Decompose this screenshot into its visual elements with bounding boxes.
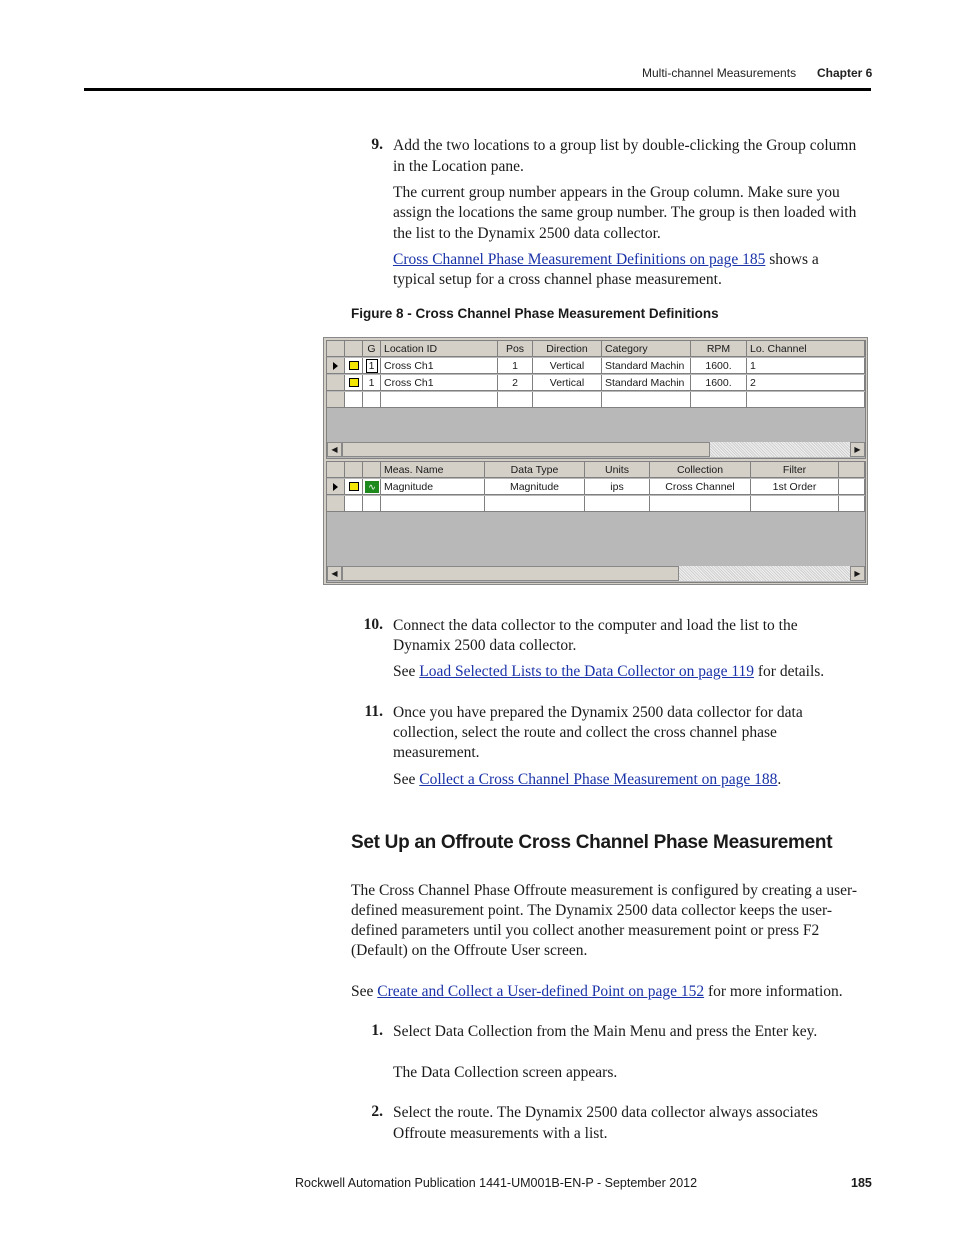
group-number[interactable]: 1: [366, 359, 378, 373]
measurement-row[interactable]: [327, 479, 865, 496]
step-9-line-2: in the Location pane.: [393, 158, 524, 175]
units[interactable]: ips: [585, 479, 650, 495]
location-row[interactable]: [327, 358, 865, 375]
meas-name[interactable]: Magnitude: [381, 479, 485, 495]
step-9-para3-line-1: [393, 250, 819, 271]
lo-channel[interactable]: 1: [747, 358, 865, 374]
load-lists-link[interactable]: Load Selected Lists to the Data Collector on page 119: [419, 663, 754, 680]
location-header-row: [327, 341, 865, 358]
header-rule: [84, 88, 871, 91]
col-header-direction[interactable]: Direction: [533, 341, 602, 357]
col-header-meas-name[interactable]: Meas. Name: [381, 462, 485, 478]
step-9-para3-after-link: shows a: [765, 251, 819, 268]
location-tag-icon: [349, 361, 359, 370]
step-2-line-2: Offroute measurements with a list.: [393, 1125, 608, 1142]
step-11-after-link: .: [777, 771, 782, 788]
section-para-line-3: defined parameters until you collect another measurement point or press F2: [351, 922, 820, 939]
col-header-lo-channel[interactable]: Lo. Channel: [747, 341, 865, 357]
scroll-left-icon[interactable]: ◀: [327, 566, 342, 581]
scroll-thumb[interactable]: [342, 566, 679, 581]
user-defined-point-link[interactable]: Create and Collect a User-defined Point on page 152: [377, 983, 705, 1000]
figure-caption: Figure 8 - Cross Channel Phase Measurement Definitions: [351, 306, 719, 321]
step-9-line-1: Add the two locations to a group list by double-clicking the Group column: [393, 137, 857, 154]
category[interactable]: Standard Machin: [602, 375, 691, 391]
collection[interactable]: Cross Channel: [650, 479, 751, 495]
step-2-number: 2.: [371, 1103, 383, 1120]
row-pointer-icon: [333, 362, 338, 370]
row-pointer-icon: [333, 483, 338, 491]
step-10-line-2: Dynamix 2500 data collector.: [393, 637, 577, 654]
step-10-after-link: for details.: [754, 663, 825, 680]
step-1-number: 1.: [371, 1022, 383, 1039]
footer-publication: Rockwell Automation Publication 1441-UM001B-EN-P - September 2012: [295, 1176, 698, 1190]
measurement-pane: [326, 461, 866, 583]
step-11-line-3: measurement.: [393, 744, 480, 761]
col-header-units[interactable]: Units: [585, 462, 650, 478]
location-row[interactable]: [327, 375, 865, 392]
step-2-line-1: Select the route. The Dynamix 2500 data collector always associates: [393, 1104, 818, 1121]
col-header-filter[interactable]: Filter: [751, 462, 839, 478]
step-1-line-1: Select Data Collection from the Main Menu and press the Enter key.: [393, 1023, 818, 1040]
rpm[interactable]: 1600.: [691, 375, 747, 391]
scroll-right-icon[interactable]: ▶: [850, 442, 865, 457]
scroll-left-icon[interactable]: ◀: [327, 442, 342, 457]
section-para-line-2: defined measurement point. The Dynamix 2500 data collector keeps the user-: [351, 902, 833, 919]
section-para-line-4: (Default) on the Offroute User screen.: [351, 942, 588, 959]
location-empty-row[interactable]: [327, 392, 865, 409]
col-header-pos[interactable]: Pos: [498, 341, 533, 357]
col-header-collection[interactable]: Collection: [650, 462, 751, 478]
pos[interactable]: 1: [498, 358, 533, 374]
col-header-rpm[interactable]: RPM: [691, 341, 747, 357]
scroll-thumb[interactable]: [342, 442, 710, 457]
step-11-number: 11.: [364, 703, 383, 720]
running-header-chapter: Chapter 6: [817, 66, 873, 80]
step-9-para2-line-3: the list to the Dynamix 2500 data collector.: [393, 225, 661, 242]
category[interactable]: Standard Machin: [602, 358, 691, 374]
figure-screenshot: [323, 337, 868, 585]
waveform-icon: ∿: [365, 481, 379, 493]
step-9-para3-line-2: typical setup for a cross channel phase measurement.: [393, 271, 722, 288]
step-11-line-2: collection, select the route and collect the cross channel phase: [393, 724, 777, 741]
col-header-category[interactable]: Category: [602, 341, 691, 357]
page-number: 185: [851, 1176, 872, 1190]
see-label: See: [393, 771, 420, 788]
scroll-right-icon[interactable]: ▶: [850, 566, 865, 581]
section-heading: Set Up an Offroute Cross Channel Phase Measurement: [351, 832, 833, 853]
measurement-header-row: [327, 462, 865, 479]
location-tag-icon: [349, 482, 359, 491]
col-header-location-id[interactable]: Location ID: [381, 341, 498, 357]
filter[interactable]: 1st Order: [751, 479, 839, 495]
rpm[interactable]: 1600.: [691, 358, 747, 374]
collect-measurement-link[interactable]: Collect a Cross Channel Phase Measurement on page 188: [419, 771, 778, 788]
location-horizontal-scrollbar[interactable]: [327, 442, 865, 457]
step-10-line-1: Connect the data collector to the computer and load the list to the: [393, 617, 798, 634]
measurement-empty-row[interactable]: [327, 496, 865, 513]
direction[interactable]: Vertical: [533, 375, 602, 391]
step-10-number: 10.: [363, 616, 383, 633]
measurement-horizontal-scrollbar[interactable]: [327, 566, 865, 581]
step-11-see: [393, 770, 781, 791]
section-para-line-1: The Cross Channel Phase Offroute measurement is configured by creating a user-: [351, 882, 858, 899]
section-after-link: for more information.: [704, 983, 843, 1000]
data-type[interactable]: Magnitude: [485, 479, 585, 495]
direction[interactable]: Vertical: [533, 358, 602, 374]
running-header-section: Multi-channel Measurements: [642, 66, 797, 80]
step-9-para2-line-2: assign the locations the same group number. The group is then loaded with: [393, 204, 857, 221]
col-header-group[interactable]: G: [363, 341, 381, 357]
col-header-data-type[interactable]: Data Type: [485, 462, 585, 478]
pos[interactable]: 2: [498, 375, 533, 391]
step-10-see: [393, 662, 824, 683]
step-11-line-1: Once you have prepared the Dynamix 2500 data collector for data: [393, 704, 803, 721]
section-see: [351, 982, 843, 1003]
figure-8-link[interactable]: Cross Channel Phase Measurement Definitions on page 185: [393, 251, 766, 268]
location-tag-icon: [349, 378, 359, 387]
location-id[interactable]: Cross Ch1: [381, 375, 498, 391]
step-9-number: 9.: [371, 136, 383, 153]
see-label: See: [351, 983, 378, 1000]
location-pane: [326, 340, 866, 459]
lo-channel[interactable]: 2: [747, 375, 865, 391]
see-label: See: [393, 663, 420, 680]
location-id[interactable]: Cross Ch1: [381, 358, 498, 374]
group-number[interactable]: 1: [363, 375, 381, 391]
step-9-para2-line-1: The current group number appears in the Group column. Make sure you: [393, 184, 840, 201]
step-1-result: The Data Collection screen appears.: [393, 1064, 618, 1081]
